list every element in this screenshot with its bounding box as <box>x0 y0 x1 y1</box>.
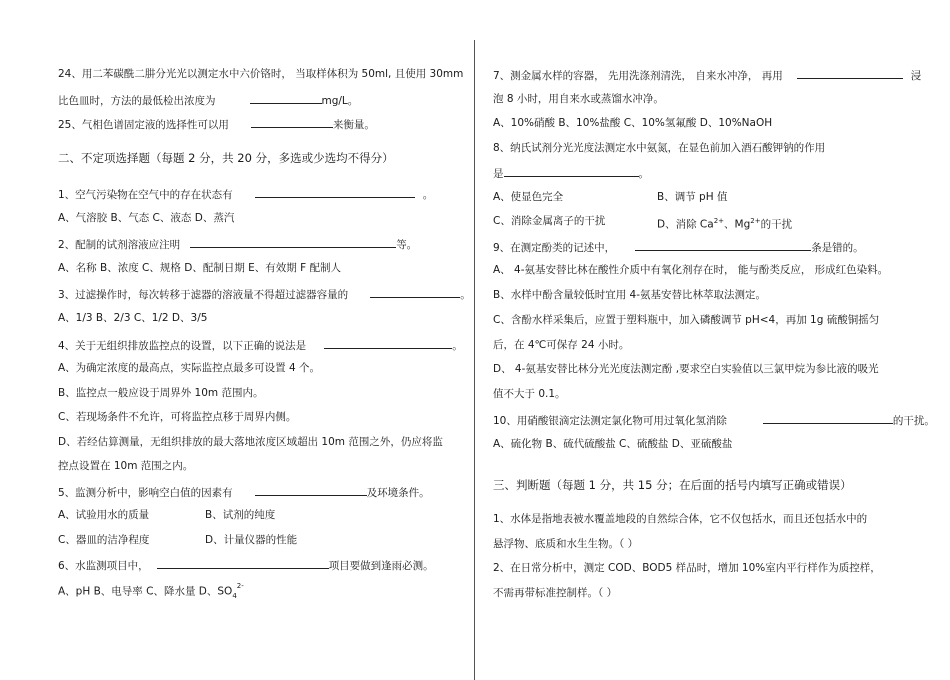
punctuation: 。 <box>422 189 434 201</box>
question-9-option-c-line2: 后，在 4℃可保存 24 小时。 <box>493 339 630 351</box>
answer-blank <box>255 186 415 198</box>
option-text: 、Mg <box>724 218 751 231</box>
judgment-2-line1: 2、在日常分析中，测定 COD、BOD5 样品时，增加 10%室内平行样作为质控样， <box>493 562 881 574</box>
question-24-text: 比色皿时，方法的最低检出浓度为 <box>58 95 216 107</box>
answer-blank <box>763 412 893 424</box>
question-7-line1 <box>493 67 921 83</box>
answer-blank <box>190 236 396 248</box>
question-text: 2、配制的试剂溶液应注明 <box>58 239 181 251</box>
right-column <box>476 0 950 673</box>
question-2-options: A、名称 B、浓度 C、规格 D、配制日期 E、有效期 F 配制人 <box>58 262 342 274</box>
question-text: 10、用硝酸银滴定法测定氯化物可用过氧化氢消除 <box>493 415 727 427</box>
question-10 <box>493 412 935 428</box>
question-9-option-d-line1: D、 4-氨基安替比林分光光度法测定酚 ,要求空白实验值以三氯甲烷为参比液的吸光 <box>493 363 879 375</box>
question-text: 9、在测定酚类的记述中， <box>493 242 616 254</box>
question-suffix: 浸 <box>910 70 922 82</box>
option-text: D、消除 Ca <box>657 218 714 231</box>
question-text: 6、水监测项目中， <box>58 560 149 572</box>
question-3-options: A、1/3 B、2/3 C、1/2 D、3/5 <box>58 312 208 324</box>
question-9-option-c-line1: C、含酚水样采集后，应置于塑料瓶中，加入磷酸调节 pH<4，再加 1g 硫酸铜摇匀 <box>493 314 880 326</box>
question-5-option-b: B、试剂的纯度 <box>205 509 276 521</box>
question-9-option-d-line2: 值不大于 0.1。 <box>493 388 566 400</box>
question-8-line1: 8、纳氏试剂分光光度法测定水中氨氮，在显色前加入酒石酸钾钠的作用 <box>493 142 826 154</box>
punctuation: 。 <box>452 340 463 352</box>
question-5-option-a: A、试验用水的质量 <box>58 509 150 521</box>
question-8-option-a: A、使显色完全 <box>493 191 564 203</box>
answer-blank <box>324 337 452 349</box>
question-10-options: A、硫化物 B、硫代硫酸盐 C、硫酸盐 D、亚硫酸盐 <box>493 438 733 450</box>
question-text: 3、过滤操作时，每次转移于滤器的溶液量不得超过滤器容量的 <box>58 289 349 301</box>
answer-blank <box>635 239 811 251</box>
left-column <box>0 0 474 673</box>
question-8-option-b: B、调节 pH 值 <box>657 191 728 203</box>
question-4-option-b: B、监控点一般应设于周界外 10m 范围内。 <box>58 387 264 399</box>
answer-blank <box>250 92 322 104</box>
question-7-options: A、10%硝酸 B、10%盐酸 C、10%氢氟酸 D、10%NaOH <box>493 117 773 129</box>
question-suffix: 等。 <box>396 239 418 251</box>
option-text: 的干扰 <box>760 218 793 231</box>
answer-blank <box>157 557 329 569</box>
question-5-option-c: C、器皿的洁净程度 <box>58 534 150 546</box>
question-6-options <box>58 581 244 600</box>
punctuation: 。 <box>638 168 649 180</box>
question-24-line1: 24、用二苯碳酰二肼分光光以测定水中六价铬时， 当取样体积为 50ml, 且使用 30mm <box>58 68 464 80</box>
question-24-line2 <box>58 92 358 108</box>
question-7-line2: 泡 8 小时，用自来水或蒸馏水冲净。 <box>493 93 664 105</box>
superscript: 2- <box>236 582 244 590</box>
superscript: 2+ <box>713 217 725 225</box>
question-suffix: 的干扰。 <box>892 415 935 427</box>
question-1-options: A、气溶胶 B、气态 C、液态 D、蒸汽 <box>58 212 235 224</box>
question-25 <box>58 116 375 132</box>
question-4-option-d-line1: D、若经估算测量，无组织排放的最大落地浓度区域超出 10m 范围之外，仍应将监 <box>58 436 443 448</box>
answer-blank <box>370 286 460 298</box>
question-4-option-c: C、若现场条件不允许，可将监控点移于周界内侧。 <box>58 411 297 423</box>
question-1 <box>58 186 433 202</box>
subscript: 4 <box>232 591 237 600</box>
question-4-option-d-line2: 控点设置在 10m 范围之内。 <box>58 460 194 472</box>
question-5-option-d: D、计量仪器的性能 <box>205 534 298 546</box>
question-6 <box>58 557 434 573</box>
section-3-heading: 三、判断题（每题 1 分，共 15 分；在后面的括号内填写正确或错误） <box>493 478 852 492</box>
question-2 <box>58 236 417 252</box>
options-text: A、pH B、电导率 C、降水量 D、SO <box>58 585 233 598</box>
question-4 <box>58 337 463 353</box>
answer-blank <box>797 67 903 79</box>
question-9-option-b: B、水样中酚含量较低时宜用 4-氨基安替比林萃取法测定。 <box>493 289 767 301</box>
judgment-2-line2: 不需再带标准控制样。（ ） <box>493 587 618 599</box>
superscript: 2+ <box>750 217 761 225</box>
question-text: 4、关于无组织排放监控点的设置，以下正确的说法是 <box>58 340 307 352</box>
punctuation: 。 <box>460 289 471 301</box>
question-8-line2 <box>493 165 649 181</box>
answer-blank <box>255 484 367 496</box>
question-text: 7、测金属水样的容器， 先用洗涤剂清洗， 自来水冲净， 再用 <box>493 70 783 82</box>
question-suffix: 项目要做到逢雨必测。 <box>328 560 434 572</box>
judgment-1-line1: 1、水体是指地表被水覆盖地段的自然综合体，它不仅包括水，而且还包括水中的 <box>493 513 868 525</box>
question-9 <box>493 239 864 255</box>
question-text: 1、空气污染物在空气中的存在状态有 <box>58 189 233 201</box>
question-9-option-a: A、 4-氨基安替比林在酸性介质中有氧化剂存在时， 能与酚类反应， 形成红色染料。 <box>493 264 889 276</box>
question-3 <box>58 286 471 302</box>
question-suffix: 条是错的。 <box>811 242 864 254</box>
question-4-option-a: A、为确定浓度的最高点，实际监控点最多可设置 4 个。 <box>58 362 321 374</box>
question-8-option-c: C、消除金属离子的干扰 <box>493 215 606 227</box>
question-25-text: 25、气相色谱固定液的选择性可以用 <box>58 119 229 131</box>
question-text: 是 <box>493 168 504 180</box>
section-2-heading: 二、不定项选择题（每题 2 分，共 20 分，多选或少选均不得分） <box>58 151 394 165</box>
answer-blank <box>504 165 639 177</box>
answer-blank <box>251 116 333 128</box>
judgment-1-line2: 悬浮物、底质和水生生物。（ ） <box>493 538 639 550</box>
question-text: 5、监测分析中，影响空白值的因素有 <box>58 487 233 499</box>
question-suffix: 及环境条件。 <box>366 487 430 499</box>
question-5 <box>58 484 430 500</box>
question-25-suffix: 来衡量。 <box>332 119 375 131</box>
question-24-unit: mg/L。 <box>321 95 359 107</box>
question-8-option-d <box>657 214 792 232</box>
